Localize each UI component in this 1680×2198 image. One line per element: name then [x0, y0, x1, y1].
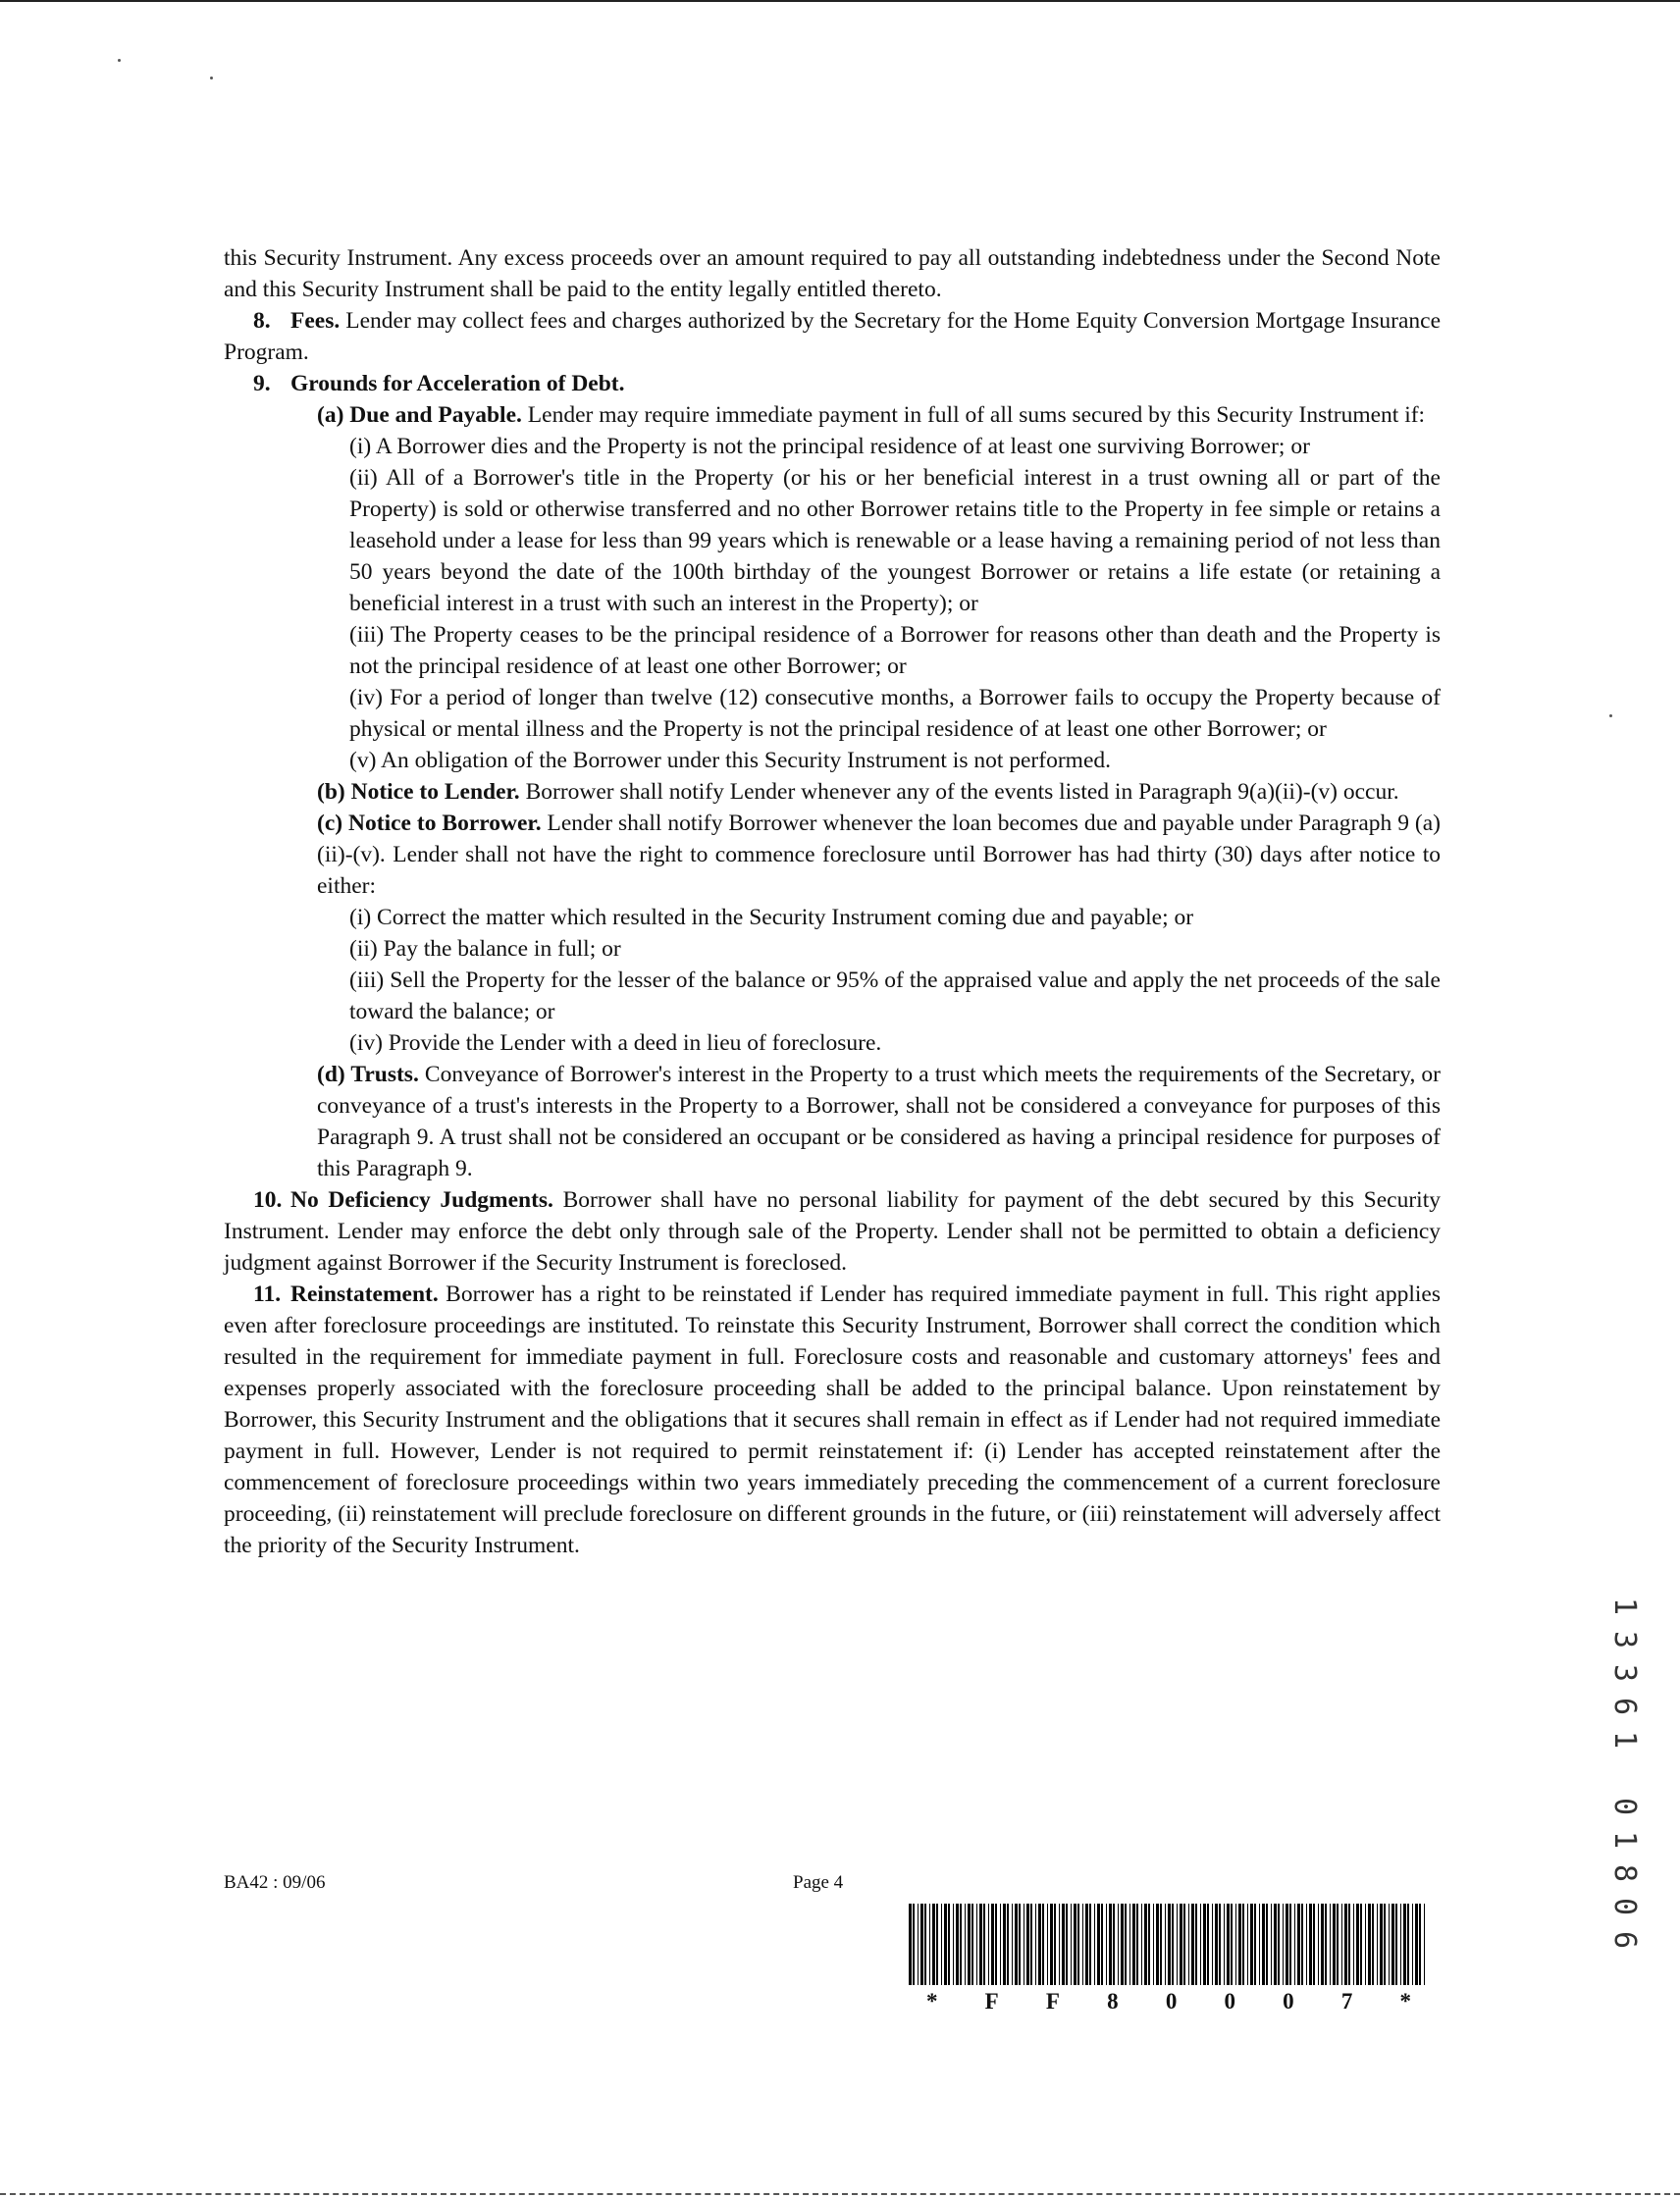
barcode-bar — [1227, 1904, 1230, 1985]
barcode-bar — [1106, 1904, 1107, 1985]
barcode-bar — [1360, 1904, 1362, 1985]
barcode-bar — [1003, 1904, 1006, 1985]
barcode-char: 0 — [1165, 1989, 1178, 2014]
barcode-bar — [1424, 1904, 1425, 1985]
paragraph-text: Lender may collect fees and charges authorized by the Secretary for the Home Equity Conversion Mortgage Insurance Program. — [224, 308, 1441, 365]
barcode-bar — [1372, 1904, 1374, 1985]
barcode-bar — [1015, 1904, 1018, 1985]
stamp-char: 3 — [1607, 1663, 1642, 1683]
barcode-bar — [1113, 1904, 1115, 1985]
barcode-bar — [953, 1904, 954, 1985]
barcode-bar — [1089, 1904, 1091, 1985]
barcode-bar — [1191, 1904, 1194, 1985]
barcode-bar — [983, 1904, 985, 1985]
barcode-bar — [979, 1904, 982, 1985]
barcode-bar — [1059, 1904, 1060, 1985]
barcode-bar — [1077, 1904, 1079, 1985]
barcode-bar — [941, 1904, 942, 1985]
barcode-bar — [1148, 1904, 1150, 1985]
barcode-bar — [1412, 1904, 1413, 1985]
barcode-bar — [1306, 1904, 1307, 1985]
paragraph-heading: Fees. — [290, 308, 341, 334]
paragraph-number: 9. — [253, 371, 271, 396]
stamp-char: 3 — [1607, 1630, 1642, 1649]
scan-speck — [118, 59, 121, 62]
barcode-bar — [1188, 1904, 1189, 1985]
paragraph-9c — [224, 808, 1441, 902]
form-identifier: BA42 : 09/06 — [224, 1872, 326, 1893]
barcode-bar — [1318, 1904, 1319, 1985]
barcode-bar — [1380, 1904, 1383, 1985]
barcode-bar — [1125, 1904, 1127, 1985]
barcode-bar — [1289, 1904, 1291, 1985]
barcode-bar — [1274, 1904, 1277, 1985]
barcode-bar — [1333, 1904, 1336, 1985]
barcode-bar — [1297, 1904, 1300, 1985]
item-9a-i: (i) A Borrower dies and the Property is not the principal residence of at least one surviving Borrower; or — [349, 434, 1310, 459]
barcode-bar — [1403, 1904, 1406, 1985]
page-number: Page 4 — [793, 1872, 844, 1893]
barcode-bar — [1377, 1904, 1378, 1985]
stamp-char: 0 — [1607, 1797, 1642, 1816]
barcode-bar — [1224, 1904, 1225, 1985]
barcode-char: F — [1045, 1989, 1060, 2014]
barcode-bar — [995, 1904, 997, 1985]
barcode-bar — [924, 1904, 926, 1985]
barcode-bar — [1153, 1904, 1154, 1985]
barcode-bar — [1203, 1904, 1206, 1985]
stamp-char: 1 — [1607, 1830, 1642, 1850]
barcode-bar — [1047, 1904, 1048, 1985]
barcode-bar — [1066, 1904, 1068, 1985]
barcode-bar — [1019, 1904, 1021, 1985]
barcode-bar — [1207, 1904, 1209, 1985]
barcode-char: 0 — [1224, 1989, 1235, 2014]
barcode-bar — [1395, 1904, 1397, 1985]
barcode-bar — [1071, 1904, 1072, 1985]
barcode-bar — [1160, 1904, 1162, 1985]
barcode-bar — [1109, 1904, 1112, 1985]
barcode-bar — [1141, 1904, 1142, 1985]
side-reference-stamp — [1604, 1590, 1644, 1957]
stamp-char: 0 — [1607, 1897, 1642, 1916]
paragraph-text: Borrower has a right to be reinstated if Lender has required immediate payment in full. This right applies even after foreclosure proceedings are instituted. To reinstate this Security Instrument, Borrower shall correct the condition which resulted in the requirement for immediate payment in full. Foreclosure costs and reasonable and customary attorneys' fees and expenses properly associated with the foreclosure proceeding shall be added to the principal balance. Upon reinstatement by Borrower, this Security Instrument and the obligations that it secures shall remain in effect as if Lender had not required immediate payment in full. However, Lender is not required to permit reinstatement if: (i) Lender has accepted reinstatement after the commencement of foreclosure proceedings within two years immediately preceding the commencement of a current foreclosure proceeding, (ii) reinstatement will preclude foreclosure on different grounds in the future, or (iii) reinstatement will adversely affect the priority of the Security Instrument. — [224, 1282, 1441, 1558]
item-9a-iv: (iv) For a period of longer than twelve (12) consecutive months, a Borrower fails to occupy the Property because of physical or mental illness and the Property is not the principal residence of at least one other Borrower; or — [349, 685, 1441, 742]
barcode — [909, 1904, 1429, 2015]
barcode-bar — [1242, 1904, 1244, 1985]
barcode-bar — [1035, 1904, 1036, 1985]
barcode-bar — [932, 1904, 935, 1985]
barcode-bar — [1325, 1904, 1327, 1985]
barcode-bar — [1365, 1904, 1366, 1985]
barcode-bar — [948, 1904, 950, 1985]
barcode-bar — [1321, 1904, 1324, 1985]
paragraph-7-continuation: this Security Instrument. Any excess proceeds over an amount required to pay all outstanding indebtedness under the Second Note and this Security Instrument shall be paid to the entity legally entitled thereto. — [224, 245, 1441, 302]
item-9c-i: (i) Correct the matter which resulted in the Security Instrument coming due and payable; or — [349, 905, 1194, 930]
barcode-bar — [1101, 1904, 1103, 1985]
barcode-bar — [1097, 1904, 1100, 1985]
barcode-bar — [1050, 1904, 1053, 1985]
barcode-text — [909, 1989, 1429, 2015]
barcode-bar — [960, 1904, 962, 1985]
barcode-bar — [1330, 1904, 1331, 1985]
barcode-bar — [976, 1904, 977, 1985]
barcode-bar — [1368, 1904, 1371, 1985]
stamp-char — [1607, 1764, 1641, 1782]
stamp-char: 6 — [1607, 1930, 1642, 1950]
paragraph-10 — [224, 1184, 1441, 1279]
barcode-bar — [1038, 1904, 1041, 1985]
barcode-bar — [1301, 1904, 1303, 1985]
stamp-char: 1 — [1607, 1596, 1642, 1616]
barcode-bar — [1012, 1904, 1013, 1985]
document-body — [224, 242, 1441, 1561]
paragraph-number: 8. — [253, 308, 271, 334]
paragraph-9a — [224, 399, 1441, 431]
barcode-bar — [1180, 1904, 1182, 1985]
barcode-bar — [1254, 1904, 1256, 1985]
barcode-char: 0 — [1283, 1989, 1294, 2014]
barcode-bar — [1419, 1904, 1421, 1985]
barcode-bar — [1136, 1904, 1138, 1985]
barcode-bar — [1238, 1904, 1241, 1985]
stamp-char: 1 — [1607, 1730, 1642, 1750]
barcode-bar — [1389, 1904, 1390, 1985]
barcode-bar — [1250, 1904, 1253, 1985]
barcode-bar — [1407, 1904, 1409, 1985]
barcode-bar — [1231, 1904, 1233, 1985]
barcode-bar — [918, 1904, 919, 1985]
barcode-bar — [944, 1904, 947, 1985]
barcode-bar — [1062, 1904, 1065, 1985]
scan-speck — [210, 77, 213, 79]
barcode-bar — [1030, 1904, 1032, 1985]
barcode-bar — [1054, 1904, 1056, 1985]
paragraph-9 — [224, 368, 1441, 399]
paragraph-heading: Grounds for Acceleration of Debt. — [290, 371, 625, 396]
scan-speck — [1609, 714, 1612, 717]
barcode-bar — [991, 1904, 994, 1985]
barcode-bar — [1082, 1904, 1083, 1985]
barcode-bar — [1165, 1904, 1166, 1985]
barcode-bar — [1118, 1904, 1119, 1985]
item-9c-iii: (iii) Sell the Property for the lesser of the balance or 95% of the appraised value and apply the net proceeds of the sale toward the balance; or — [349, 968, 1441, 1024]
barcode-bar — [1121, 1904, 1124, 1985]
barcode-bar — [1219, 1904, 1221, 1985]
barcode-bar — [920, 1904, 923, 1985]
subparagraph-text: Lender shall notify Borrower whenever the loan becomes due and payable under Paragraph 9 (a)(ii)-(v). Lender shall not have the right to commence foreclosure until Borrower has had thirty (30) days after notice to either: — [317, 811, 1441, 899]
barcode-char: 7 — [1340, 1989, 1353, 2014]
barcode-bar — [1283, 1904, 1284, 1985]
barcode-bar — [968, 1904, 971, 1985]
barcode-bar — [1007, 1904, 1009, 1985]
barcode-bar — [1286, 1904, 1288, 1985]
item-9c-iv: (iv) Provide the Lender with a deed in lieu of foreclosure. — [349, 1030, 882, 1056]
top-edge-rule — [0, 0, 1680, 2]
barcode-bar — [1344, 1904, 1347, 1985]
barcode-char: * — [926, 1989, 938, 2014]
barcode-bar — [1278, 1904, 1280, 1985]
barcode-bar — [1195, 1904, 1197, 1985]
barcode-bar — [1132, 1904, 1135, 1985]
barcode-bar — [1353, 1904, 1354, 1985]
item-9c-ii: (ii) Pay the balance in full; or — [349, 936, 621, 962]
barcode-bar — [936, 1904, 938, 1985]
barcode-bar — [1215, 1904, 1218, 1985]
barcode-bar — [1356, 1904, 1359, 1985]
barcode-bar — [1337, 1904, 1339, 1985]
barcode-char: * — [1399, 1989, 1411, 2014]
barcode-bar — [929, 1904, 930, 1985]
paragraph-number: 10. — [253, 1187, 283, 1213]
barcode-bar — [1259, 1904, 1260, 1985]
barcode-bar — [1026, 1904, 1029, 1985]
barcode-bar — [913, 1904, 915, 1985]
barcode-bar — [1000, 1904, 1001, 1985]
barcode-bar — [1262, 1904, 1265, 1985]
paragraph-9b — [224, 776, 1441, 808]
barcode-bar — [1294, 1904, 1295, 1985]
barcode-bar — [1085, 1904, 1088, 1985]
subparagraph-heading: (d) Trusts. — [317, 1062, 419, 1087]
barcode-bar — [971, 1904, 973, 1985]
barcode-bar — [1235, 1904, 1236, 1985]
subparagraph-heading: (b) Notice to Lender. — [317, 779, 520, 805]
paragraph-11 — [224, 1279, 1441, 1561]
barcode-bar — [1144, 1904, 1147, 1985]
barcode-bar — [1266, 1904, 1268, 1985]
barcode-bar — [1384, 1904, 1386, 1985]
barcode-bar — [1156, 1904, 1159, 1985]
barcode-char: F — [984, 1989, 999, 2014]
barcode-bar — [1309, 1904, 1312, 1985]
barcode-bar — [1391, 1904, 1394, 1985]
barcode-bar — [965, 1904, 966, 1985]
barcode-bar — [1177, 1904, 1178, 1985]
subparagraph-heading: (a) Due and Payable. — [317, 402, 522, 428]
subparagraph-text: Lender may require immediate payment in full of all sums secured by this Security Instrument if: — [521, 402, 1426, 428]
paragraph-heading: No Deficiency Judgments. — [290, 1187, 553, 1213]
paragraph-number: 11. — [253, 1282, 282, 1307]
stamp-char: 8 — [1607, 1863, 1642, 1883]
paragraph-8 — [224, 305, 1441, 368]
barcode-bar — [988, 1904, 989, 1985]
barcode-bar — [1168, 1904, 1171, 1985]
barcode-bar — [1074, 1904, 1076, 1985]
barcode-bar — [1212, 1904, 1213, 1985]
barcode-bar — [1042, 1904, 1044, 1985]
barcode-bar — [956, 1904, 959, 1985]
paragraph-text: Borrower shall have no personal liability for payment of the debt secured by this Security Instrument. Lender may enforce the debt only through sale of the Property. Lender shall not be permitted to obtain a deficiency judgment against Borrower if the Security Instrument is foreclosed. — [224, 1187, 1441, 1276]
barcode-bar — [1400, 1904, 1401, 1985]
subparagraph-heading: (c) Notice to Borrower. — [317, 811, 542, 836]
barcode-bar — [1313, 1904, 1315, 1985]
item-9a-ii: (ii) All of a Borrower's title in the Property (or his or her beneficial interest in a trust owning all or part of the Property) is sold or otherwise transferred and no other Borrower retains title to the Property in fee simple or retains a leasehold under a lease for less than 99 years which is renewable or a lease having a remaining period of not less than 50 years beyond the date of the 100th birthday of the youngest Borrower or retains a life estate (or retaining a beneficial interest in a trust with such an interest in the Property); or — [349, 465, 1441, 616]
subparagraph-text: Borrower shall notify Lender whenever any of the events listed in Paragraph 9(a)(ii)-(v) occur. — [519, 779, 1399, 805]
subparagraph-text: Conveyance of Borrower's interest in the Property to a trust which meets the requirements of the Secretary, or conveyance of a trust's interests in the Property to a Borrower, shall not be considered a conveyance for purposes of this Paragraph 9. A trust shall not be considered an occupant or be considered as having a principal residence for purposes of this Paragraph 9. — [317, 1062, 1441, 1181]
barcode-bar — [1129, 1904, 1130, 1985]
barcode-bars — [909, 1904, 1429, 1985]
item-9a-iii: (iii) The Property ceases to be the principal residence of a Borrower for reasons other than death and the Property is not the principal residence of at least one other Borrower; or — [349, 622, 1441, 679]
barcode-bar — [1415, 1904, 1418, 1985]
barcode-bar — [909, 1904, 912, 1985]
barcode-bar — [1172, 1904, 1174, 1985]
barcode-bar — [1271, 1904, 1272, 1985]
barcode-char: 8 — [1107, 1989, 1119, 2014]
paragraph-9d — [224, 1059, 1441, 1184]
stamp-char: 6 — [1607, 1697, 1642, 1716]
barcode-bar — [1348, 1904, 1350, 1985]
barcode-bar — [1183, 1904, 1185, 1985]
bottom-edge-rule — [0, 2193, 1680, 2196]
barcode-bar — [1094, 1904, 1095, 1985]
barcode-bar — [1200, 1904, 1201, 1985]
barcode-bar — [1341, 1904, 1342, 1985]
paragraph-heading: Reinstatement. — [290, 1282, 439, 1307]
item-9a-v: (v) An obligation of the Borrower under this Security Instrument is not performed. — [349, 748, 1111, 773]
barcode-bar — [1247, 1904, 1248, 1985]
